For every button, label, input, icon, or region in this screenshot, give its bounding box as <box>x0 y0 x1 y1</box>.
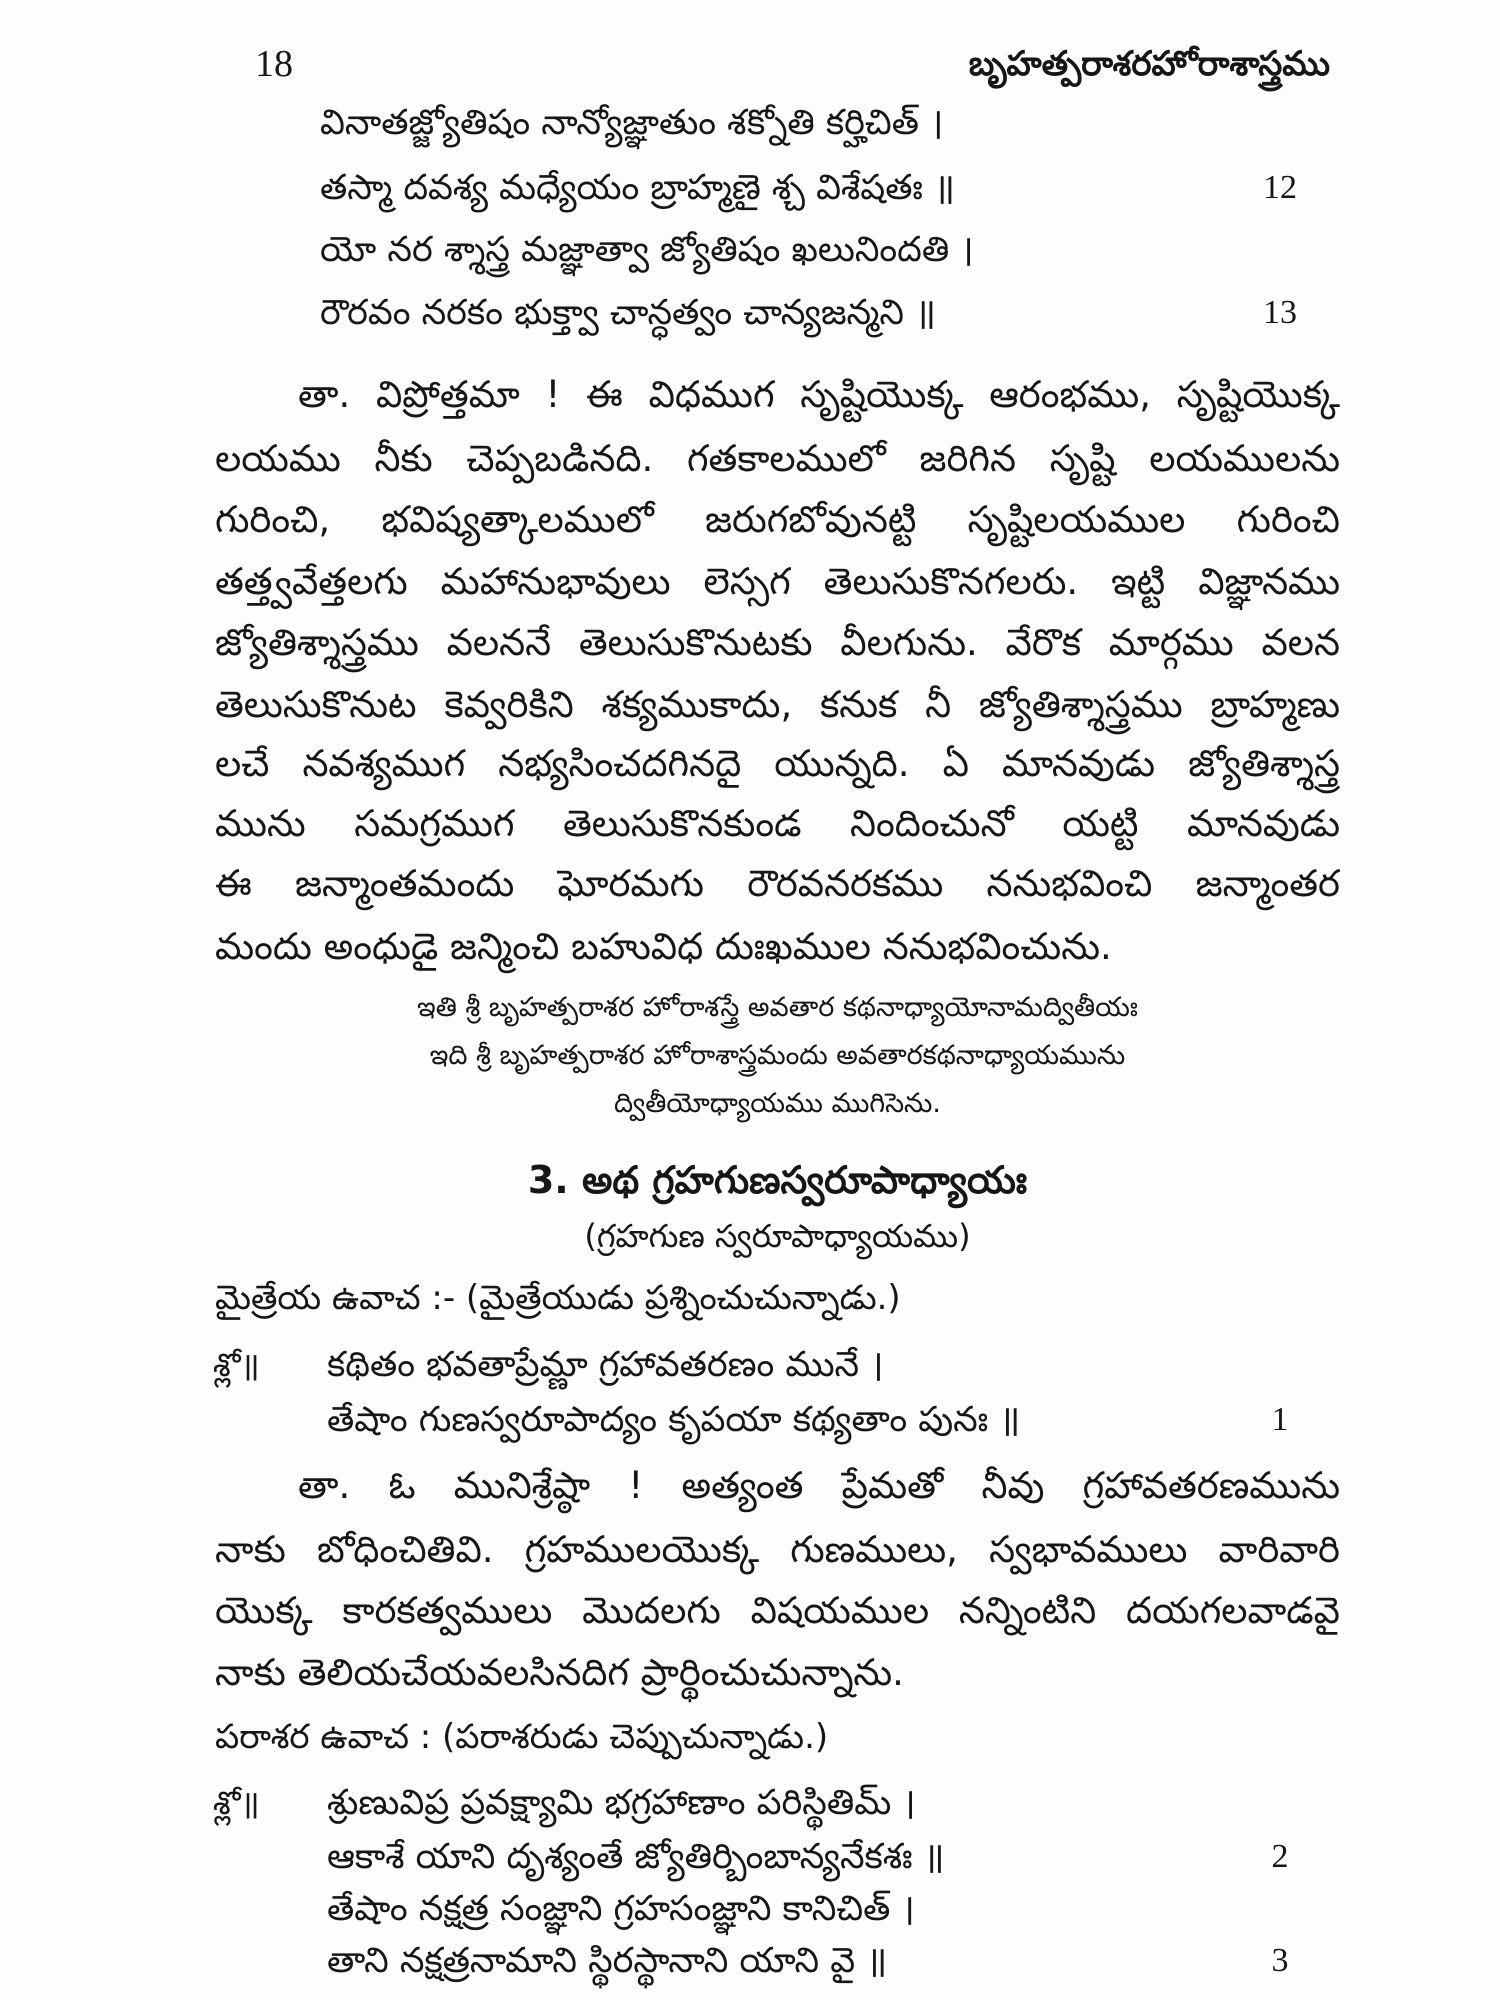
running-title: బృహత్పరాశరహోరాశాస్త్రము <box>968 44 1330 84</box>
commentary-line: తత్త్వవేత్తలగు మహానుభావులు లెస్సగ తెలుసుకొనగలరు. ఇట్టి విజ్ఞానము <box>215 560 1340 603</box>
speaker-line-parashara: పరాశర ఉవాచ : (పరాశరుడు చెప్పుచున్నాడు.) <box>215 1717 829 1757</box>
verse-line: తాని నక్షత్రనామాని స్థిరస్థానాని యాని వై ॥ <box>327 1941 888 1981</box>
colophon-line: ద్వితీయోధ్యాయము ముగిసెను. <box>614 1088 941 1119</box>
verse-line: తస్మా దవశ్య మధ్యేయం బ్రాహ్మణై శ్చ విశేషతః ॥ <box>320 168 955 208</box>
chapter-subtitle: (గ్రహగుణ స్వరూపాధ్యాయము) <box>584 1217 971 1255</box>
commentary-line: నాకు తెలియచేయవలసినదిగ ప్రార్థించుచున్నాను. <box>215 1651 904 1694</box>
verse-number: 13 <box>1263 294 1297 331</box>
chapter-title: 3. అథ గ్రహగుణస్వరూపాధ్యాయః <box>527 1158 1028 1202</box>
verse-line: శ్రుణువిప్ర ప్రవక్ష్యామి భగ్రహాణాం పరిస్థితిమ్ । <box>327 1783 916 1823</box>
verse-line: కథితం భవతాప్రేమ్ణా గ్రహావతరణం మునే । <box>327 1345 884 1385</box>
commentary-line: గురించి, భవిష్యత్కాలములో జరుగబోవునట్టి సృష్టిలయముల గురించి <box>215 498 1340 541</box>
page-number: 18 <box>255 43 293 85</box>
verse-number: 1 <box>1271 1401 1289 1438</box>
commentary-line: మందు అంధుడై జన్మించి బహువిధ దుఃఖముల ననుభవించును. <box>215 925 1112 968</box>
colophon-line: ఇతి శ్రీ బృహత్పరాశర హోరాశస్త్రే అవతార కథనాధ్యాయోనామద్వితీయః <box>417 992 1138 1023</box>
verse-line: వినాతజ్జ్యోతిషం నాన్యోజ్ఞాతుం శక్నోతి కర్హిచిత్ । <box>320 103 944 143</box>
verse-line: తేషాం నక్షత్ర సంజ్ఞాని గ్రహసంజ్ఞాని కానిచిత్ । <box>327 1889 915 1929</box>
commentary-line: మును సమగ్రముగ తెలుసుకొనకుండ నిందించునో యట్టి మానవుడు <box>215 802 1340 845</box>
verse-number: 2 <box>1271 1838 1289 1875</box>
commentary-line: ఈ జన్మాంతమందు ఘోరమగు రౌరవనరకము ననుభవించి జన్మాంతర <box>215 862 1340 905</box>
verse-line: రౌరవం నరకం భుక్త్వా చాన్ధత్వం చాన్యజన్మని ॥ <box>320 293 936 333</box>
commentary-line: తెలుసుకొనుట కెవ్వరికిని శక్యముకాదు, కనుక నీ జ్యోతిశ్శాస్త్రము బ్రాహ్మణు <box>215 683 1340 726</box>
verse-line: తేషాం గుణస్వరూపాద్యం కృపయా కథ్యతాం పునః ॥ <box>327 1400 1021 1440</box>
verse-line: ఆకాశే యాని దృశ్యంతే జ్యోతిర్బింబాన్యనేకశః ॥ <box>327 1837 945 1877</box>
commentary-line: నాకు బోధించితివి. గ్రహములయొక్క గుణములు, స్వభావములు వారివారి <box>215 1528 1340 1571</box>
commentary-line: తా. విప్రోత్తమా ! ఈ విధముగ సృష్టియొక్క ఆరంభము, సృష్టియొక్క <box>298 373 1340 416</box>
colophon-line: ఇది శ్రీ బృహత్పరాశర హోరాశాస్త్రమందు అవతారకథనాధ్యాయమును <box>429 1040 1126 1071</box>
shloka-marker: శ్లో॥ <box>213 1784 260 1822</box>
commentary-line: యొక్క కారకత్వములు మొదలగు విషయముల నన్నింటిని దయగలవాడవై <box>215 1589 1340 1632</box>
verse-number: 12 <box>1263 169 1297 206</box>
verse-line: యో నర శ్శాస్త్ర మజ్ఞాత్వా జ్యోతిషం ఖలునిందతి । <box>320 230 974 270</box>
shloka-marker: శ్లో॥ <box>213 1346 260 1384</box>
commentary-line: లచే నవశ్యముగ నభ్యసించదగినదై యున్నది. ఏ మానవుడు జ్యోతిశ్శాస్త్ర <box>215 742 1340 785</box>
commentary-line: లయము నీకు చెప్పబడినది. గతకాలములో జరిగిన సృష్టి లయములను <box>215 437 1340 480</box>
commentary-line: తా. ఓ మునిశ్రేష్ఠా ! అత్యంత ప్రేమతో నీవు గ్రహావతరణమును <box>298 1464 1340 1507</box>
speaker-line-maitreya: మైత్రేయ ఉవాచ :- (మైత్రేయుడు ప్రశ్నించుచున్నాడు.) <box>215 1278 901 1318</box>
commentary-line: జ్యోతిశ్శాస్త్రము వలననే తెలుసుకొనుటకు వీలగును. వేరొక మార్గము వలన <box>215 621 1340 664</box>
verse-number: 3 <box>1271 1942 1289 1979</box>
